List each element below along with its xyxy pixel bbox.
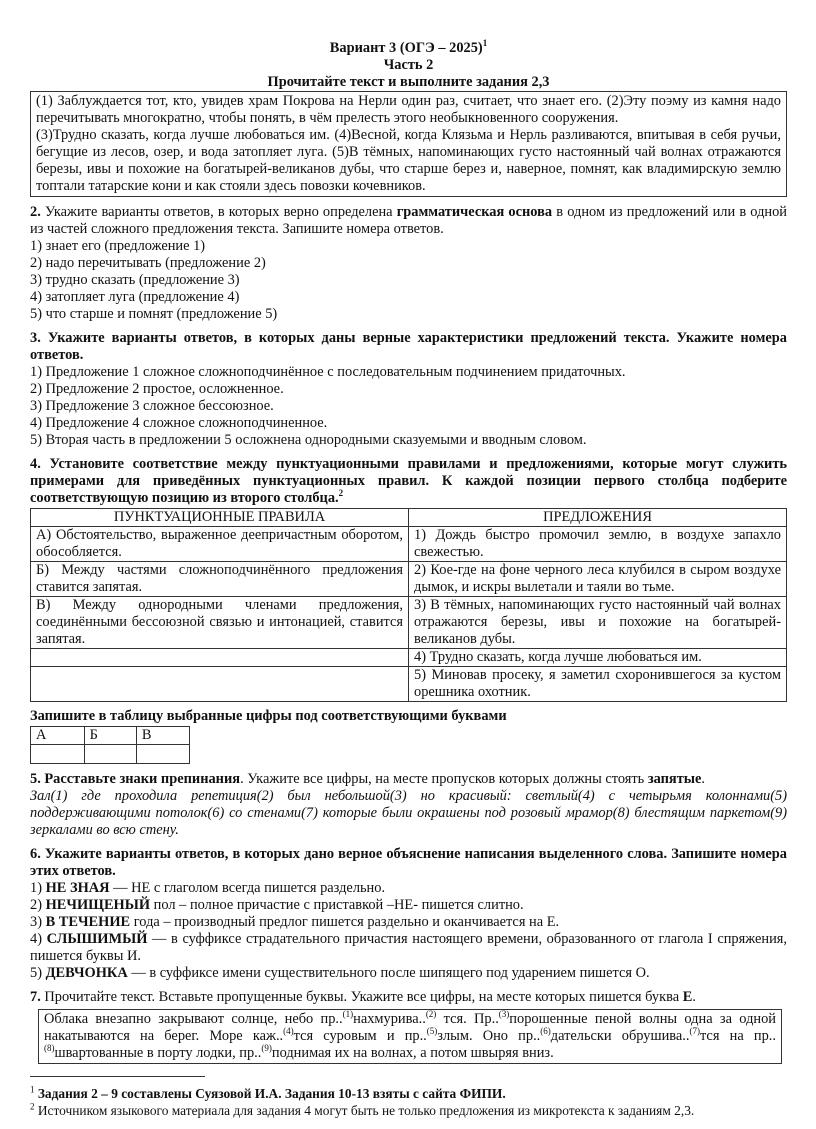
table-row — [31, 562, 787, 597]
footnote-text: Задания 2 – 9 составлены Суязовой И.А. Задания 10-13 взяты с сайта ФИПИ. — [37, 1086, 506, 1101]
text-segment: порошенные пеной волны одна за одной накатываются на берег. Море каж.. — [44, 1011, 776, 1044]
task-7 — [30, 989, 787, 1006]
text-segment: злым. Оно пр.. — [437, 1028, 541, 1044]
text-segment: Укажите варианты ответов, в которых верно определена — [40, 204, 397, 220]
text-segment: тся. Пр.. — [436, 1011, 499, 1027]
text-segment: . — [701, 771, 706, 787]
superscript: (3) — [498, 1009, 510, 1020]
bold-text: НЕЧИЩЕНЫЙ — [45, 897, 151, 913]
bold-text: 4. Установите соответствие между пунктуационными правилами и предложениями, которые могут служить примерами для приведённых пунктуационных правил. К каждой позиции первого столбца подберите соответствующую позицию из второго столбца. — [30, 456, 787, 506]
answer-letter: В — [136, 727, 189, 745]
task-3-options — [30, 364, 787, 449]
answer-option: 5) что старше и помнят (предложение 5) — [30, 306, 278, 322]
superscript: (1) — [342, 1009, 354, 1020]
column-header-sentences: ПРЕДЛОЖЕНИЯ — [409, 509, 787, 527]
bold-text: 3. Укажите варианты ответов, в которых даны верные характеристики предложений текста. Укажите номера ответов. — [30, 330, 787, 363]
bold-text: Е — [682, 989, 693, 1005]
task-3 — [30, 330, 787, 449]
bold-text: 2. — [30, 204, 41, 220]
matching-table — [30, 508, 787, 702]
task-4 — [30, 456, 787, 764]
answer-letter: Б — [84, 727, 136, 745]
answer-option: 2) надо перечитывать (предложение 2) — [30, 255, 266, 271]
bold-text: 5. Расставьте знаки препинания — [30, 771, 241, 787]
bold-text: ДЕВЧОНКА — [45, 965, 128, 981]
text-segment: поднимая их на волнах, а потом швыряя вниз. — [271, 1045, 554, 1061]
text-segment: пол – полное причастие с приставкой –НЕ- пишется слитно. — [150, 897, 524, 913]
table-row — [31, 597, 787, 649]
rule-cell: В) Между однородными членами предложения, соединёнными бессоюзной связью и интонацией, ставится запятая. — [31, 597, 409, 649]
text-segment: тся суровым и пр.. — [293, 1028, 427, 1044]
text-segment: тся на пр.. — [699, 1028, 776, 1044]
text-segment: в одном из предложений или в одной из частей сложного предложения текста. Запишите номера ответов. — [30, 204, 787, 237]
answer-option — [30, 914, 787, 931]
footnote-mark: 1 — [30, 1084, 35, 1095]
task-5 — [30, 771, 787, 839]
answer-option: 1) знает его (предложение 1) — [30, 238, 206, 254]
table-row — [31, 667, 787, 702]
text-segment: Облака внезапно закрывают солнце, небо пр.. — [44, 1011, 343, 1027]
task-5-text: Зал(1) где проходила репетиция(2) был небольшой(3) но красивый: светлый(4) с четырьмя колоннами(5) поддерживающими потолок(6) со стенами(7) которые были окрашены под розовый мрамор(8) блестящим паркетом(9) зеркалами во всю стену. — [30, 788, 787, 838]
text-segment: года – производный предлог пишется раздельно и оканчивается на Е. — [130, 914, 560, 930]
table-row — [31, 527, 787, 562]
answer-option: 5) Вторая часть в предложении 5 осложнена однородными сказуемыми и вводным словом. — [30, 432, 587, 448]
answer-table-cells — [31, 745, 190, 764]
answer-table — [30, 726, 190, 764]
sentence-cell: 2) Кое-где на фоне черного леса клубился в сыром воздухе дымок, и искры вылетали и таяли во тьме. — [409, 562, 787, 597]
text-segment: — в суффиксе имени существительного после шипящего под ударением пишется О. — [127, 965, 650, 981]
sentence-cell: 5) Миновав просеку, я заметил схоронившегося за кустом орешника охотник. — [409, 667, 787, 702]
superscript: (7) — [689, 1026, 700, 1037]
footnote-text: Источником языкового материала для задания 4 могут быть не только предложения из микротекста к заданиям 2,3. — [37, 1103, 695, 1118]
text-segment: нахмурива.. — [353, 1011, 426, 1027]
answer-option: 4) Предложение 4 сложное сложноподчиненное. — [30, 415, 328, 431]
rule-cell: Б) Между частями сложноподчинённого предложения ставится запятая. — [31, 562, 409, 597]
rule-cell — [31, 649, 409, 667]
task-2-question — [30, 204, 787, 238]
text-segment: . Укажите все цифры, на месте пропусков которых должны стоять — [240, 771, 648, 787]
superscript: (5) — [426, 1026, 438, 1037]
text-segment: дательски обрушива.. — [550, 1028, 690, 1044]
footnote-mark: 2 — [30, 1101, 35, 1112]
footnote-divider — [30, 1076, 205, 1077]
source-text-box — [30, 91, 787, 197]
footnote-ref: 1 — [482, 38, 488, 49]
text-segment: швартованные в порту лодки, пр.. — [54, 1045, 262, 1061]
answer-option: 1) Предложение 1 сложное сложноподчинённое с последовательным подчинением придаточных. — [30, 364, 626, 380]
answer-option — [30, 880, 787, 897]
task-6-question — [30, 846, 787, 880]
task-7-text — [44, 1011, 776, 1062]
answer-cell[interactable] — [84, 745, 136, 764]
answer-option — [30, 965, 787, 982]
instruction-heading: Прочитайте текст и выполните задания 2,3 — [267, 74, 550, 90]
text-segment: 3) — [30, 914, 46, 930]
task-6-options — [30, 880, 787, 982]
superscript: 2 — [338, 488, 344, 499]
answer-letter: А — [31, 727, 85, 745]
footnote — [30, 1085, 787, 1102]
answer-option — [30, 931, 787, 965]
task-2 — [30, 204, 787, 323]
rule-cell — [31, 667, 409, 702]
text-segment: 1) — [30, 880, 46, 896]
sentence-cell: 3) В тёмных, напоминающих густо настоянный чай волнах отражаются березы, ивы и похожие на богатырей-великанов дубы. — [409, 597, 787, 649]
text-segment: — в суффиксе страдательного причастия настоящего времени, образованного от глагола I спряжения, пишется буквы И. — [30, 931, 787, 964]
page-title — [30, 40, 787, 57]
column-header-rules: ПУНКТУАЦИОННЫЕ ПРАВИЛА — [31, 509, 409, 527]
superscript: (6) — [540, 1026, 551, 1037]
task-6 — [30, 846, 787, 982]
text-segment: — НЕ с глаголом всегда пишется раздельно. — [109, 880, 386, 896]
bold-text: 6. Укажите варианты ответов, в которых дано верное объяснение написания выделенного слова. Запишите номера этих ответов. — [30, 846, 787, 879]
answer-prompt: Запишите в таблицу выбранные цифры под соответствующими буквами — [30, 708, 507, 724]
part-heading: Часть 2 — [383, 57, 434, 73]
text-paragraph-2: (3)Трудно сказать, когда лучше любоваться им. (4)Весной, когда Клязьма и Нерль разливаются, впитывая в себя ручьи, бегущие из лесов, озер, и вода затопляет луга. (5)В тёмных, напоминающих густо настоянный чай волнах отражаются березы, ивы и похожие на богатырей-великанов дубы, что старше берез и, наверное, помнят, как владимирскую землю топтали татарские кони и как стояли здесь повозки кочевников. — [36, 127, 781, 194]
sentence-cell: 1) Дождь быстро промочил землю, в воздухе запахло свежестью. — [409, 527, 787, 562]
superscript: (4) — [283, 1026, 294, 1037]
bold-text: СЛЫШИМЫЙ — [46, 931, 148, 947]
superscript: (8) — [44, 1043, 55, 1054]
sentence-cell: 4) Трудно сказать, когда лучше любоваться им. — [409, 649, 787, 667]
task-7-text-box — [38, 1009, 782, 1064]
bold-text: В ТЕЧЕНИЕ — [45, 914, 131, 930]
answer-option: 4) затопляет луга (предложение 4) — [30, 289, 240, 305]
answer-option: 3) трудно сказать (предложение 3) — [30, 272, 240, 288]
task-3-question — [30, 330, 787, 364]
bold-text: 7. — [30, 989, 41, 1005]
superscript: (2) — [425, 1009, 437, 1020]
task-7-question — [30, 989, 787, 1006]
answer-cell[interactable] — [136, 745, 189, 764]
answer-cell[interactable] — [31, 745, 85, 764]
text-segment: 4) — [30, 931, 47, 947]
task-5-question — [30, 771, 787, 788]
text-paragraph-1: (1) Заблуждается тот, кто, увидев храм Покрова на Нерли один раз, считает, что знает его. (2)Эту поэму из камня надо перечитывать многократно, чтобы понять, в чём прелесть этого необыкновенного сооружения. — [36, 93, 781, 126]
answer-option — [30, 897, 787, 914]
text-segment: 5) — [30, 965, 46, 981]
bold-text: запятые — [647, 771, 702, 787]
page-title-text: Вариант 3 (ОГЭ – 2025) — [329, 40, 483, 56]
footnote — [30, 1102, 787, 1119]
rule-cell: А) Обстоятельство, выраженное деепричастным оборотом, обособляется. — [31, 527, 409, 562]
answer-option: 2) Предложение 2 простое, осложненное. — [30, 381, 284, 397]
task-4-question — [30, 456, 787, 507]
task-2-options — [30, 238, 787, 323]
answer-option: 3) Предложение 3 сложное бессоюзное. — [30, 398, 274, 414]
text-segment: . — [692, 989, 696, 1005]
matching-table-body — [31, 527, 787, 702]
superscript: (9) — [261, 1043, 272, 1054]
bold-text: НЕ ЗНАЯ — [45, 880, 110, 896]
footnotes — [30, 1085, 787, 1119]
table-row — [31, 649, 787, 667]
text-segment: Прочитайте текст. Вставьте пропущенные буквы. Укажите все цифры, на месте которых пишется буква — [40, 989, 683, 1005]
text-segment: 2) — [30, 897, 46, 913]
answer-table-header — [31, 727, 190, 745]
bold-text: грамматическая основа — [396, 204, 553, 220]
